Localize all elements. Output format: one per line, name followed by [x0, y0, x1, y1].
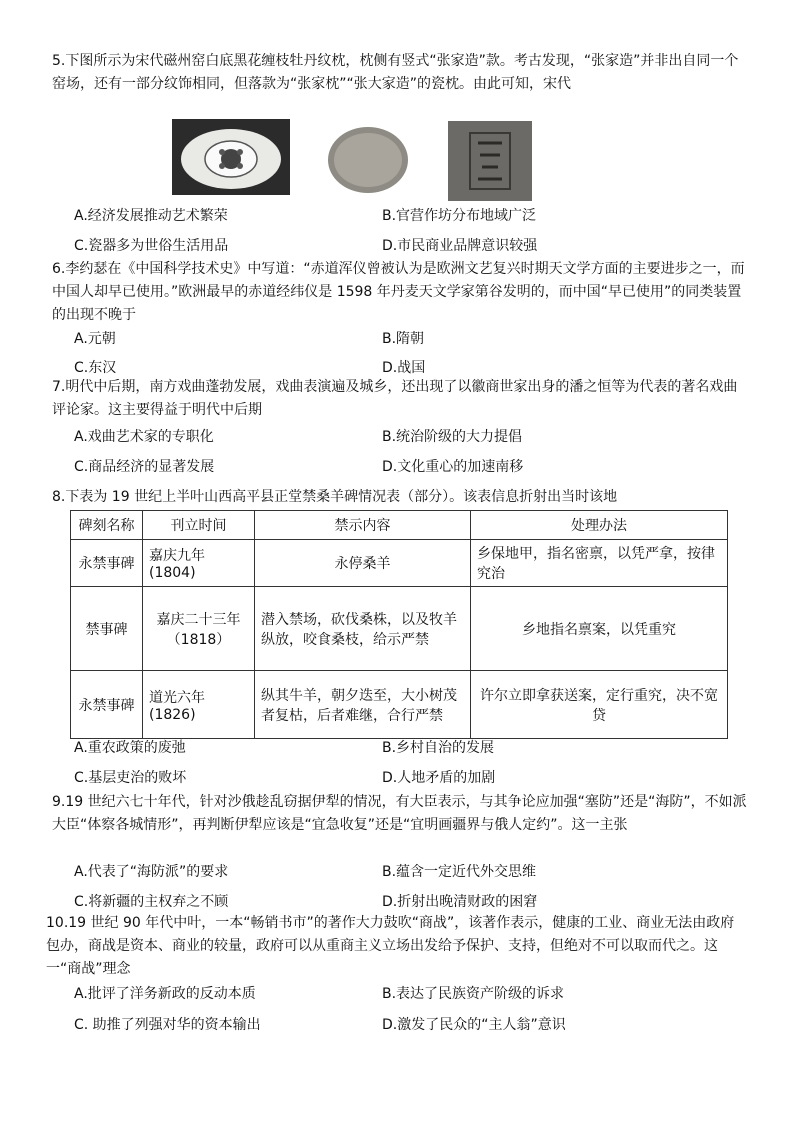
question-5-stem: 5.下图所示为宋代磁州窑白底黑花缠枝牡丹纹枕，枕侧有竖式“张家造”款。考古发现，“张家造”并非出自同一个窑场，还有一部分纹饰相同，但落款为“张家枕”“张大家造”的瓷枕。由此可知，宋代: [52, 53, 739, 92]
q7-option-d: D.文化重心的加速南移: [382, 459, 524, 475]
table-cell: 永禁事碑: [71, 540, 143, 587]
question-8: [52, 486, 747, 509]
inscription-icon: [448, 121, 532, 205]
table-cell: 乡保地甲，指名密禀，以凭严拿，按律究治: [471, 540, 728, 587]
question-10-stem: 10.19 世纪 90 年代中叶，一本“畅销书市”的著作大力鼓吹“商战”，该著作表示，健康的工业、商业无法由政府包办，商战是资本、商业的较量，政府可以从重商主义立场出发给予保护、支持，但绝对不可以取而代之。这一“商战”理念: [46, 915, 735, 977]
question-6-stem: 6.李约瑟在《中国科学技术史》中写道：“赤道浑仪曾被认为是欧洲文艺复兴时期天文学方面的主要进步之一，而中国人却早已使用。”欧洲最早的赤道经纬仪是 1598 年丹麦天文学家第谷发明的，而中国“早已使用”的同类装置的出现不晚于: [52, 261, 745, 323]
question-9-stem: 9.19 世纪六七十年代，针对沙俄趁乱窃据伊犁的情况，有大臣表示，与其争论应加强“塞防”还是“海防”，不如派大臣“体察各城情形”，再判断伊犁应该是“宜急收复”还是“宜明画疆界与俄人定约”。这一主张: [52, 794, 747, 833]
q9-option-b: B.蕴含一定近代外交思维: [382, 864, 537, 880]
question-6: [52, 258, 747, 327]
question-7-stem: 7.明代中后期，南方戏曲蓬勃发展，戏曲表演遍及城乡，还出现了以徽商世家出身的潘之恒等为代表的著名戏曲评论家。这主要得益于明代中后期: [52, 379, 738, 418]
q10-option-c: C. 助推了列强对华的资本输出: [74, 1017, 261, 1033]
q6-option-a: A.元朝: [74, 331, 116, 347]
table-cell: 嘉庆九年(1804): [143, 540, 255, 587]
q7-option-b: B.统治阶级的大力提倡: [382, 429, 523, 445]
q8-option-b: B.乡村自治的发展: [382, 740, 495, 756]
question-8-stem: 8.下表为 19 世纪上半叶山西高平县正堂禁桑羊碑情况表（部分）。该表信息折射出当时该地: [52, 489, 618, 505]
q6-option-c: C.东汉: [74, 360, 117, 376]
pillow-top-icon: [172, 119, 290, 199]
table-cell: 许尔立即拿获送案，定行重究，决不宽贷: [471, 671, 728, 739]
q8-option-c: C.基层吏治的败坏: [74, 770, 187, 786]
q6-option-b: B.隋朝: [382, 331, 425, 347]
table-header: 碑刻名称: [71, 511, 143, 540]
pillow-side-icon: [326, 125, 410, 199]
q7-option-a: A.戏曲艺术家的专职化: [74, 429, 214, 445]
q9-option-a: A.代表了“海防派”的要求: [74, 864, 229, 880]
table-header: 刊立时间: [143, 511, 255, 540]
table-cell: 道光六年(1826): [143, 671, 255, 739]
table-cell: 潜入禁场，砍伐桑株，以及牧羊 纵放，咬食桑枝，给示严禁: [255, 587, 471, 671]
table-row: [71, 540, 728, 587]
table-row: [71, 671, 728, 739]
q5-option-d: D.市民商业品牌意识较强: [382, 238, 538, 254]
q9-option-d: D.折射出晚清财政的困窘: [382, 894, 538, 910]
q7-option-c: C.商品经济的显著发展: [74, 459, 215, 475]
table-row: [71, 587, 728, 671]
question-7: [52, 376, 747, 422]
table-header: 禁示内容: [255, 511, 471, 540]
table-cell: 乡地指名禀案，以凭重究: [471, 587, 728, 671]
q5-option-c: C.瓷器多为世俗生活用品: [74, 238, 229, 254]
table-cell: 禁事碑: [71, 587, 143, 671]
table-cell: 永停桑羊: [255, 540, 471, 587]
q10-option-d: D.激发了民众的“主人翁”意识: [382, 1017, 566, 1033]
q6-option-d: D.战国: [382, 360, 426, 376]
question-10: [46, 912, 747, 981]
stele-table: [70, 510, 728, 739]
q8-option-a: A.重农政策的废弛: [74, 740, 186, 756]
q10-option-b: B.表达了民族资产阶级的诉求: [382, 986, 565, 1002]
table-cell: 嘉庆二十三年（1818）: [143, 587, 255, 671]
q8-option-d: D.人地矛盾的加剧: [382, 770, 496, 786]
table-cell: 纵其牛羊，朝夕迭至，大小树茂者复枯，后者难继，合行严禁: [255, 671, 471, 739]
q5-option-a: A.经济发展推动艺术繁荣: [74, 208, 228, 224]
question-9: [52, 791, 747, 837]
q5-option-b: B.官营作坊分布地域广泛: [382, 208, 537, 224]
question-5: [52, 50, 747, 96]
q10-option-a: A.批评了洋务新政的反动本质: [74, 986, 256, 1002]
table-header: 处理办法: [471, 511, 728, 540]
q9-option-c: C.将新疆的主权弃之不顾: [74, 894, 229, 910]
table-header-row: [71, 511, 728, 540]
table-cell: 永禁事碑: [71, 671, 143, 739]
